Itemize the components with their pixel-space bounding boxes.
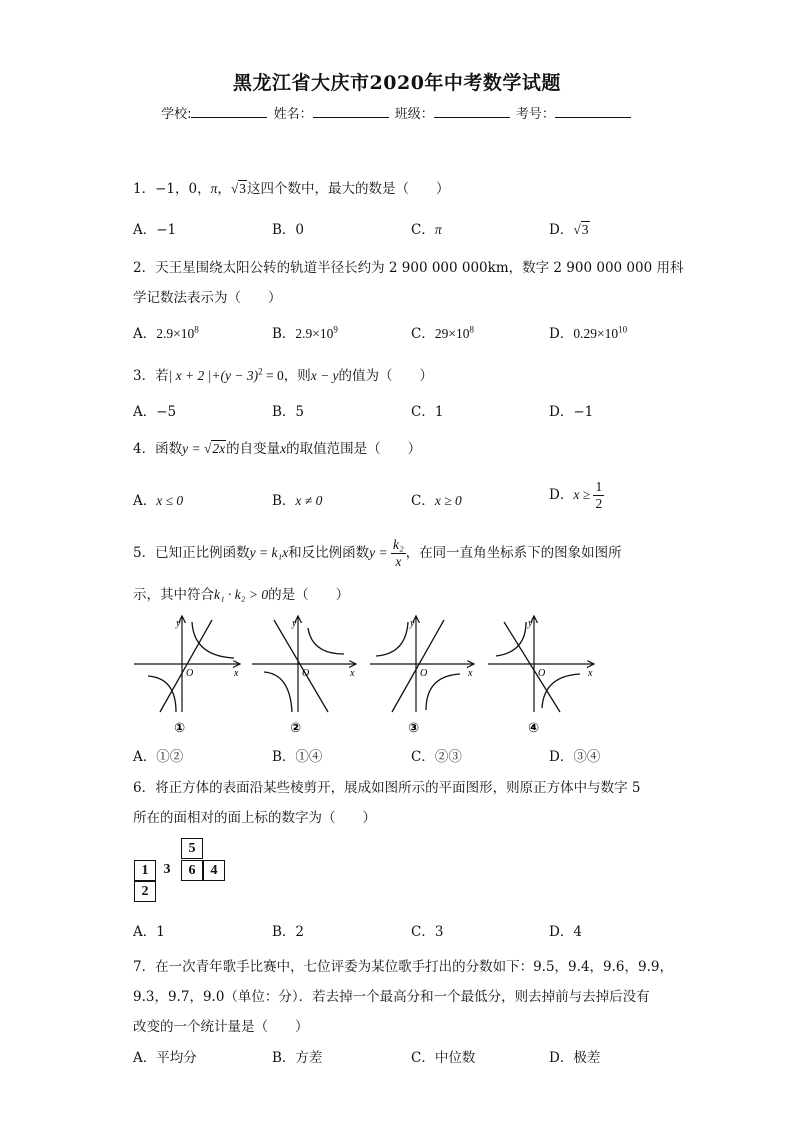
q1-sqrt-radicand: 3 <box>239 181 247 196</box>
q4-option-a[interactable] <box>133 489 183 509</box>
q2-option-d[interactable] <box>549 322 627 342</box>
graph-4-line <box>504 622 560 712</box>
name-blank[interactable] <box>313 105 389 118</box>
q5-function-2-fraction <box>391 537 406 570</box>
q1-sqrt: √3 <box>230 181 247 196</box>
q4-option-c-value: x ≥ 0 <box>434 493 462 508</box>
q1-option-d-label: D． <box>549 222 574 238</box>
q1-option-b[interactable]: B．0 <box>272 222 305 238</box>
q5-fraction-denominator: x <box>395 554 402 569</box>
q1-suffix: 这四个数中，最大的数是（ ） <box>247 181 450 197</box>
question-4 <box>133 437 421 457</box>
q7-option-d[interactable]: D．极差 <box>549 1050 601 1066</box>
q6-option-b[interactable]: B．2 <box>272 924 305 940</box>
q4-prefix: 4．函数 <box>133 441 183 457</box>
q2-option-d-exp: 10 <box>618 324 628 335</box>
graph-3-y-label: y <box>410 618 415 629</box>
q3-mid: ，则 <box>283 368 311 384</box>
q1-prefix: 1．−1，0， <box>133 181 211 197</box>
q4-var: x <box>280 441 287 456</box>
question-7-line-3: 改变的一个统计量是（ ） <box>133 1019 309 1035</box>
number-blank[interactable] <box>555 105 631 118</box>
q5-fraction-numerator: k₂ <box>392 537 404 552</box>
q5-suffix: ，在同一直角坐标系下的图象如图所 <box>405 545 622 561</box>
school-blank[interactable] <box>191 105 267 118</box>
graph-1-y-label: y <box>176 618 181 629</box>
q4-sqrt-body: 2x <box>212 441 226 456</box>
graph-4-label: ④ <box>528 721 540 736</box>
graph-2-label: ② <box>290 721 302 736</box>
graph-2-x-label: x <box>350 668 355 679</box>
q4-option-a-value: x ≤ 0 <box>156 493 184 508</box>
question-5-line-2 <box>133 583 349 603</box>
graph-4-hyperbola-q4 <box>542 674 580 708</box>
q3-prefix: 3．若 <box>133 368 169 384</box>
cube-face-6: 6 <box>181 860 203 881</box>
graph-2-y-label: y <box>292 618 297 629</box>
cube-face-4: 4 <box>203 860 225 881</box>
q4-option-d-value: x ≥ <box>573 487 594 502</box>
graph-3-origin: O <box>420 668 428 679</box>
graph-4-origin: O <box>538 668 546 679</box>
question-6-line-1: 6．将正方体的表面沿某些棱剪开，展成如图所示的平面图形，则原正方体中与数字 5 <box>133 780 641 796</box>
graph-1[interactable] <box>134 616 240 712</box>
question-2-line-2: 学记数法表示为（ ） <box>133 290 282 306</box>
q1-option-d[interactable] <box>549 218 590 238</box>
q2-option-a-base: 2.9×10 <box>156 326 195 341</box>
cube-face-3: 3 <box>163 862 171 877</box>
graph-2[interactable] <box>252 616 356 712</box>
graph-3-line <box>392 620 444 712</box>
school-label: 学校: <box>161 107 192 122</box>
question-6-line-2: 所在的面相对的面上标的数字为（ ） <box>133 810 376 826</box>
graph-1-origin: O <box>186 668 194 679</box>
graph-2-hyperbola-q3 <box>264 672 292 712</box>
q2-option-a-label: A． <box>133 326 157 342</box>
graph-3-hyperbola-q2 <box>376 622 408 656</box>
name-label: 姓名： <box>273 107 313 122</box>
graph-2-origin: O <box>302 668 310 679</box>
q2-option-c-label: C． <box>411 326 435 342</box>
q2-option-a-exp: 8 <box>194 324 199 335</box>
q1-option-c-label: C． <box>411 222 435 238</box>
question-1 <box>133 177 450 197</box>
graph-4-x-label: x <box>588 668 593 679</box>
q4-suffix: 的取值范围是（ ） <box>286 441 422 457</box>
q7-option-c[interactable]: C．中位数 <box>411 1050 476 1066</box>
q1-option-c[interactable] <box>411 218 442 238</box>
q1-option-c-value: π <box>434 222 442 237</box>
q4-option-d-label: D． <box>549 487 574 503</box>
graph-1-hyperbola-q3 <box>148 676 176 712</box>
q3-option-c[interactable]: C．1 <box>411 404 444 420</box>
q2-option-b-label: B． <box>272 326 296 342</box>
q4-option-b-value: x ≠ 0 <box>295 493 323 508</box>
q5-option-c[interactable]: C．②③ <box>411 749 462 765</box>
q3-option-b[interactable]: B．5 <box>272 404 305 420</box>
cube-face-2: 2 <box>134 881 156 902</box>
q2-option-b-exp: 9 <box>333 324 338 335</box>
q4-option-b[interactable] <box>272 489 322 509</box>
cube-face-5: 5 <box>181 838 203 859</box>
q3-suffix: 的值为（ ） <box>338 368 434 384</box>
q5-prefix: 5．已知正比例函数 <box>133 545 250 561</box>
page-title: 黑龙江省大庆市2020年中考数学试题 <box>233 72 561 94</box>
graph-3-hyperbola-q4 <box>426 674 460 710</box>
question-2-line-1: 2．天王星围绕太阳公转的轨道半径长约为 2 900 000 000km，数字 2 900 000 000 用科 <box>133 260 684 276</box>
q5-option-b[interactable]: B．①④ <box>272 749 323 765</box>
q5-option-a[interactable]: A．①② <box>133 749 184 765</box>
q4-fraction-denominator: 2 <box>595 496 603 511</box>
q1-pi: π <box>210 181 218 196</box>
q5-condition: k₁ · k₂ > 0 <box>214 587 269 602</box>
graph-3[interactable] <box>370 616 474 712</box>
q2-option-b-base: 2.9×10 <box>295 326 334 341</box>
q3-exp: 2 <box>258 366 263 377</box>
question-3 <box>133 364 433 384</box>
q6-option-a[interactable]: A．1 <box>133 924 165 940</box>
class-label: 班级： <box>394 107 434 122</box>
q3-expr-tail: = 0 <box>262 368 284 383</box>
q1-comma: ， <box>217 181 231 197</box>
graph-2-hyperbola-q1 <box>308 628 344 654</box>
graph-1-x-label: x <box>234 668 239 679</box>
class-blank[interactable] <box>434 105 510 118</box>
q6-option-c[interactable]: C．3 <box>411 924 444 940</box>
q1-option-a[interactable]: A．−1 <box>133 222 177 238</box>
q5-function-1: y = k₁x <box>249 545 289 560</box>
q4-sqrt: √2x <box>203 441 226 456</box>
q1-option-d-radicand: 3 <box>581 222 589 237</box>
student-info-line <box>0 103 794 122</box>
q3-expr: | x + 2 |+(y − 3) <box>168 368 259 383</box>
q2-option-c-exp: 8 <box>469 324 474 335</box>
graph-4[interactable] <box>488 616 594 712</box>
q4-option-d[interactable] <box>549 479 604 512</box>
q4-option-c[interactable] <box>411 489 462 509</box>
q4-option-a-label: A． <box>133 493 157 509</box>
q4-option-b-label: B． <box>272 493 296 509</box>
q3-xy: x − y <box>310 368 339 383</box>
q5-mid: 和反比例函数 <box>288 545 370 561</box>
number-label: 考号： <box>515 107 555 122</box>
q4-option-c-label: C． <box>411 493 435 509</box>
graph-2-line <box>274 620 328 712</box>
question-5-line-1 <box>133 537 622 570</box>
q5-line2-suffix: 的是（ ） <box>268 587 350 603</box>
q5-function-2-y: y = <box>369 545 391 560</box>
q2-option-c-base: 29×10 <box>434 326 470 341</box>
graph-3-label: ③ <box>408 721 420 736</box>
q4-fraction-numerator: 1 <box>595 479 603 494</box>
q3-option-d[interactable]: D．−1 <box>549 404 594 420</box>
q5-line2-prefix: 示，其中符合 <box>133 587 214 603</box>
q2-option-a[interactable] <box>133 322 199 342</box>
q2-option-d-base: 0.29×10 <box>573 326 619 341</box>
q3-option-a[interactable]: A．−5 <box>133 404 177 420</box>
q4-option-d-fraction <box>593 479 604 512</box>
q2-option-d-label: D． <box>549 326 574 342</box>
q2-option-c[interactable] <box>411 322 474 342</box>
graph-1-label: ① <box>174 721 186 736</box>
question-7-line-1: 7．在一次青年歌手比赛中，七位评委为某位歌手打出的分数如下：9.5，9.4，9.6，9.9， <box>133 959 673 975</box>
question-7-line-2: 9.3，9.7，9.0（单位：分）．若去掉一个最高分和一个最低分，则去掉前与去掉后没有 <box>133 989 650 1005</box>
q2-option-b[interactable] <box>272 322 338 342</box>
q5-graphs <box>130 612 610 738</box>
graph-3-x-label: x <box>468 668 473 679</box>
q4-y-eq: y = <box>182 441 204 456</box>
q4-mid: 的自变量 <box>226 441 281 457</box>
graph-4-y-label: y <box>528 618 533 629</box>
graph-1-hyperbola-q1 <box>192 622 234 658</box>
graph-1-line <box>160 620 212 712</box>
q1-option-d-sqrt: √3 <box>573 222 589 237</box>
q6-option-d[interactable]: D．4 <box>549 924 582 940</box>
q5-option-d[interactable]: D．③④ <box>549 749 601 765</box>
cube-face-1: 1 <box>134 860 156 881</box>
q7-option-a[interactable]: A．平均分 <box>133 1050 197 1066</box>
q7-option-b[interactable]: B．方差 <box>272 1050 323 1066</box>
